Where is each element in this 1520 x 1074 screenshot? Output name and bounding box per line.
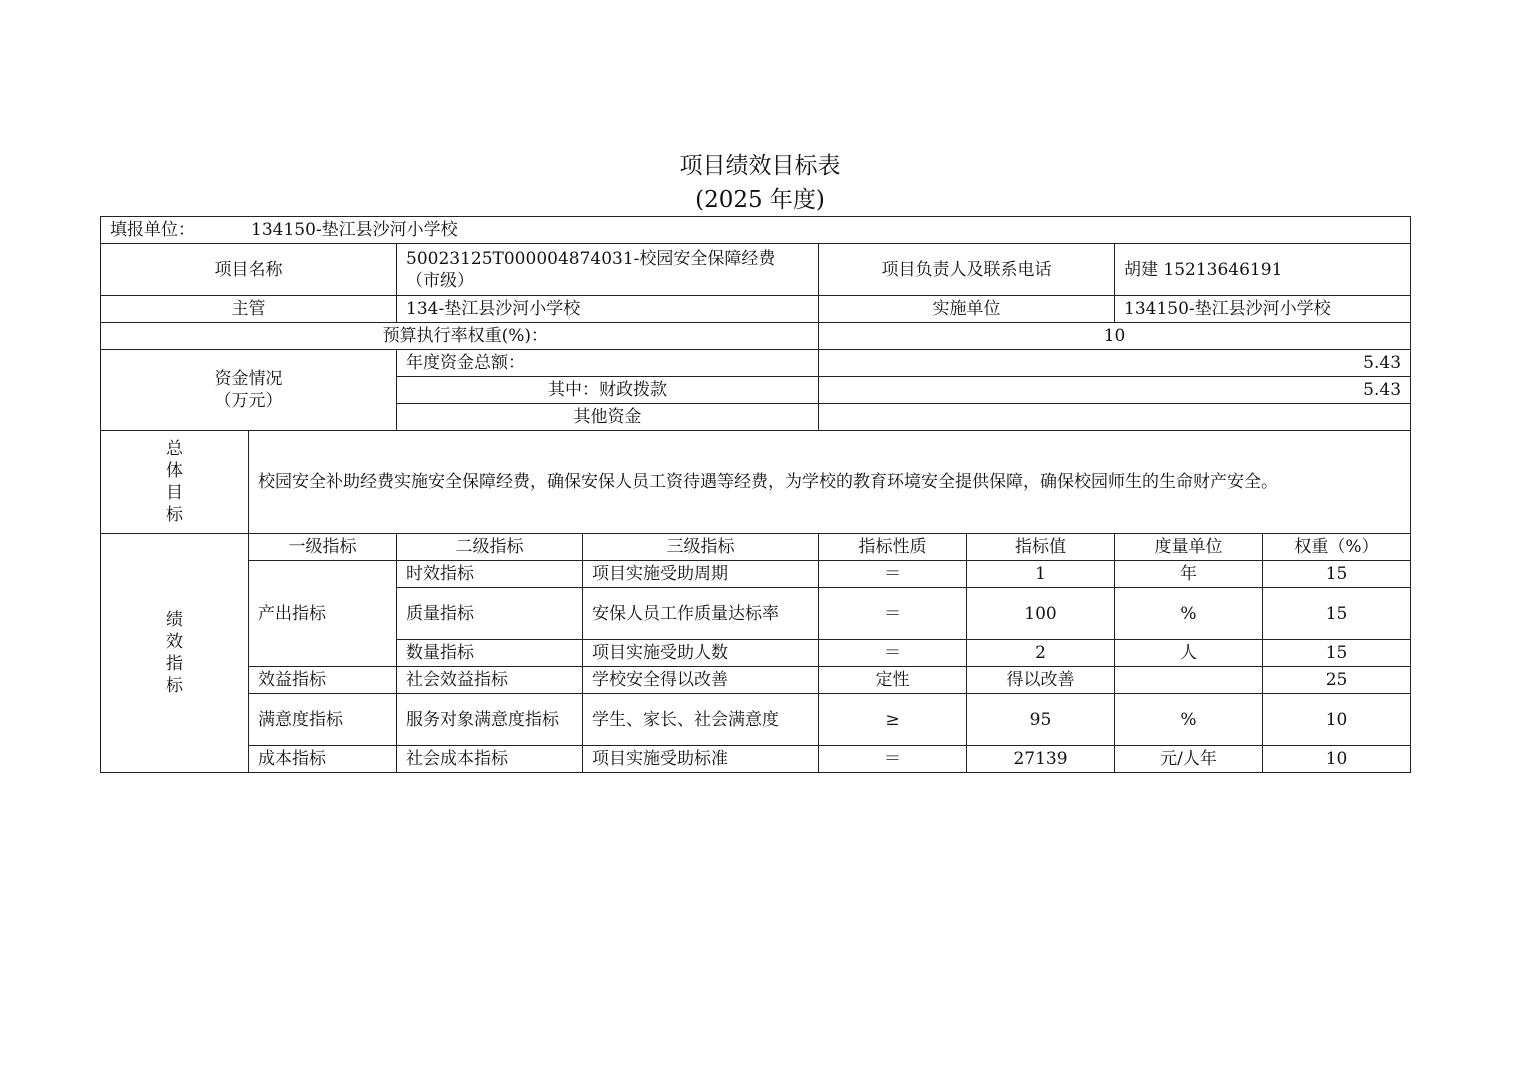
- level2-cell: 质量指标: [397, 588, 583, 640]
- funds-total-row: [101, 350, 1411, 377]
- level3-cell: 项目实施受助标准: [583, 746, 819, 773]
- header-value: 指标值: [967, 534, 1115, 561]
- project-name-label: 项目名称: [101, 244, 397, 296]
- weight-cell: 10: [1263, 746, 1411, 773]
- unit-cell: 人: [1115, 640, 1263, 667]
- project-name-row: [101, 244, 1411, 296]
- value-cell: 95: [967, 694, 1115, 746]
- value-cell: 100: [967, 588, 1115, 640]
- overall-goal-label-char: 体: [166, 461, 183, 481]
- level1-cost: 成本指标: [249, 746, 397, 773]
- unit-cell: [1115, 667, 1263, 694]
- contact-label: 项目负责人及联系电话: [819, 244, 1115, 296]
- unit-cell: %: [1115, 588, 1263, 640]
- funds-label-line1: 资金情况: [214, 369, 283, 389]
- reporting-unit-row: [101, 217, 1411, 244]
- weight-cell: 15: [1263, 640, 1411, 667]
- header-unit: 度量单位: [1115, 534, 1263, 561]
- budget-rate-value: 10: [819, 323, 1411, 350]
- level2-cell: 时效指标: [397, 561, 583, 588]
- perf-label-char: 绩: [166, 610, 183, 630]
- level3-cell: 学生、家长、社会满意度: [583, 694, 819, 746]
- nature-cell: 定性: [819, 667, 967, 694]
- nature-cell: ＝: [819, 561, 967, 588]
- unit-cell: %: [1115, 694, 1263, 746]
- funds-label: [101, 350, 397, 431]
- value-cell: 得以改善: [967, 667, 1115, 694]
- impl-unit-value: 134150-垫江县沙河小学校: [1115, 296, 1411, 323]
- value-cell: 2: [967, 640, 1115, 667]
- budget-rate-row: [101, 323, 1411, 350]
- perf-label-char: 效: [166, 632, 183, 652]
- weight-cell: 10: [1263, 694, 1411, 746]
- weight-cell: 15: [1263, 588, 1411, 640]
- weight-cell: 15: [1263, 561, 1411, 588]
- level2-cell: 数量指标: [397, 640, 583, 667]
- overall-goal-label-char: 总: [166, 439, 183, 459]
- level3-cell: 安保人员工作质量达标率: [583, 588, 819, 640]
- table-row: [101, 694, 1411, 746]
- funds-label-line2: （万元）: [214, 391, 283, 411]
- supervisor-value: 134-垫江县沙河小学校: [397, 296, 819, 323]
- level1-satisfaction: 满意度指标: [249, 694, 397, 746]
- level2-cell: 社会效益指标: [397, 667, 583, 694]
- budget-rate-label: 预算执行率权重(%)：: [101, 323, 819, 350]
- level1-benefit: 效益指标: [249, 667, 397, 694]
- level2-cell: 社会成本指标: [397, 746, 583, 773]
- header-level1: 一级指标: [249, 534, 397, 561]
- table-row: [101, 746, 1411, 773]
- reporting-unit-label: 填报单位：: [110, 220, 195, 240]
- level1-output: 产出指标: [249, 561, 397, 667]
- table-row: [101, 561, 1411, 588]
- funds-other-label: 其他资金: [397, 404, 819, 431]
- level3-cell: 项目实施受助人数: [583, 640, 819, 667]
- nature-cell: ＝: [819, 588, 967, 640]
- unit-cell: 元/人年: [1115, 746, 1263, 773]
- nature-cell: ＝: [819, 746, 967, 773]
- project-name-value: 50023125T000004874031-校园安全保障经费（市级）: [397, 244, 819, 296]
- level3-cell: 项目实施受助周期: [583, 561, 819, 588]
- supervisor-label: 主管: [101, 296, 397, 323]
- funds-total-value: 5.43: [819, 350, 1411, 377]
- overall-goal-text: 校园安全补助经费实施安全保障经费，确保安保人员工资待遇等经费，为学校的教育环境安全提供保障，确保校园师生的生命财产安全。: [249, 431, 1411, 534]
- value-cell: 1: [967, 561, 1115, 588]
- nature-cell: ≥: [819, 694, 967, 746]
- header-nature: 指标性质: [819, 534, 967, 561]
- funds-other-value: [819, 404, 1411, 431]
- contact-value: 胡建 15213646191: [1115, 244, 1411, 296]
- level2-cell: 服务对象满意度指标: [397, 694, 583, 746]
- header-level2: 二级指标: [397, 534, 583, 561]
- perf-header-row: [101, 534, 1411, 561]
- funds-fiscal-label: 其中：财政拨款: [397, 377, 819, 404]
- overall-goal-label-char: 目: [166, 483, 183, 503]
- overall-goal-row: [101, 431, 1411, 534]
- overall-goal-label-char: 标: [166, 505, 183, 525]
- value-cell: 27139: [967, 746, 1115, 773]
- funds-fiscal-value: 5.43: [819, 377, 1411, 404]
- perf-indicators-label: [101, 534, 249, 773]
- perf-label-char: 指: [166, 654, 183, 674]
- supervisor-row: [101, 296, 1411, 323]
- funds-total-label: 年度资金总额：: [397, 350, 819, 377]
- header-weight: 权重（%）: [1263, 534, 1411, 561]
- performance-target-table: [100, 216, 1411, 773]
- impl-unit-label: 实施单位: [819, 296, 1115, 323]
- header-level3: 三级指标: [583, 534, 819, 561]
- overall-goal-label: [101, 431, 249, 534]
- level3-cell: 学校安全得以改善: [583, 667, 819, 694]
- reporting-unit-cell: [101, 217, 1411, 244]
- nature-cell: ＝: [819, 640, 967, 667]
- page-title: 项目绩效目标表: [679, 153, 841, 179]
- reporting-unit-value: 134150-垫江县沙河小学校: [251, 220, 458, 240]
- page-subtitle: (2025 年度): [695, 187, 825, 213]
- perf-label-char: 标: [166, 676, 183, 696]
- weight-cell: 25: [1263, 667, 1411, 694]
- unit-cell: 年: [1115, 561, 1263, 588]
- table-row: [101, 667, 1411, 694]
